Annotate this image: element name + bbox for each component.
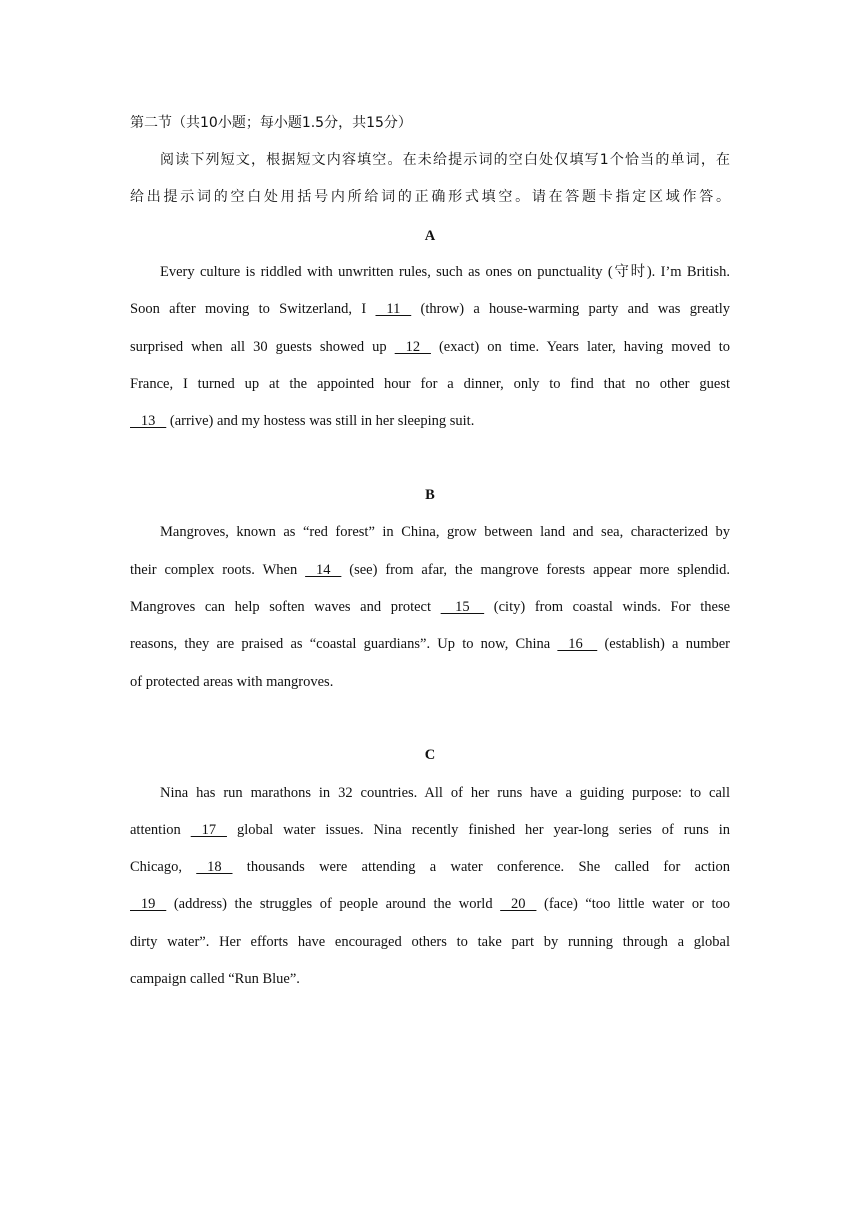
passage-a-line-5 bbox=[130, 411, 730, 431]
passage-b-line-3 bbox=[130, 597, 730, 617]
blank-12[interactable]: 12 bbox=[394, 339, 431, 355]
blank-14[interactable]: 14 bbox=[305, 562, 342, 578]
passage-b-text: their complex roots. When bbox=[130, 562, 298, 578]
passage-c-heading: C bbox=[424, 747, 436, 763]
passage-c-text: (address) the struggles of people around the world bbox=[173, 896, 493, 912]
passage-a-text: (throw) a house-warming party and was greatly bbox=[420, 301, 731, 317]
passage-a-text: (arrive) and my hostess was still in her sleeping suit. bbox=[169, 413, 475, 429]
passage-b-text: (establish) a number bbox=[604, 636, 730, 652]
passage-c-text: (face) “too little water or too bbox=[544, 896, 731, 912]
passage-c-text: global water issues. Nina recently finished her year-long series of runs in bbox=[236, 822, 730, 838]
passage-b-text: (city) from coastal winds. For these bbox=[493, 599, 731, 615]
blank-11[interactable]: 11 bbox=[375, 301, 412, 317]
passage-b-line-2 bbox=[130, 560, 730, 580]
instructions-line-2: 给出提示词的空白处用括号内所给词的正确形式填空。请在答题卡指定区域作答。 bbox=[130, 189, 730, 205]
blank-18[interactable]: 18 bbox=[196, 859, 233, 875]
blank-15[interactable]: 15 bbox=[440, 599, 485, 615]
blank-19[interactable]: 19 bbox=[130, 896, 167, 912]
passage-c-line-6: campaign called “Run Blue”. bbox=[130, 971, 300, 987]
passage-c-line-3 bbox=[130, 857, 730, 877]
blank-17[interactable]: 17 bbox=[190, 822, 227, 838]
passage-b-heading: B bbox=[425, 487, 435, 503]
passage-a-line-4: France, I turned up at the appointed hour for a dinner, only to find that no other guest bbox=[130, 376, 730, 392]
passage-c-text: Chicago, bbox=[130, 859, 182, 875]
passage-a-text: Soon after moving to Switzerland, I bbox=[130, 301, 367, 317]
passage-b-line-5: of protected areas with mangroves. bbox=[130, 674, 334, 690]
passage-b-line-4 bbox=[130, 634, 730, 654]
passage-b-line-1: Mangroves, known as “red forest” in China, grow between land and sea, characterized by bbox=[160, 524, 730, 540]
blank-16[interactable]: 16 bbox=[557, 636, 598, 652]
passage-b-text: Mangroves can help soften waves and protect bbox=[130, 599, 432, 615]
instructions-line-1: 阅读下列短文，根据短文内容填空。在未给提示词的空白处仅填写1个恰当的单词，在 bbox=[160, 152, 730, 168]
blank-13[interactable]: 13 bbox=[130, 413, 167, 429]
passage-a-line-3 bbox=[130, 337, 730, 357]
passage-a-line-1: Every culture is riddled with unwritten rules, such as ones on punctuality (守时). I’m British. bbox=[160, 264, 730, 280]
passage-c-line-2 bbox=[130, 820, 730, 840]
passage-a-text: surprised when all 30 guests showed up bbox=[130, 339, 387, 355]
passage-a-heading: A bbox=[424, 228, 436, 244]
passage-b-text: (see) from afar, the mangrove forests appear more splendid. bbox=[349, 562, 730, 578]
passage-c-text: attention bbox=[130, 822, 181, 838]
passage-c-text: thousands were attending a water conference. She called for action bbox=[246, 859, 731, 875]
passage-c-line-4 bbox=[130, 894, 730, 914]
passage-b-text: reasons, they are praised as “coastal guardians”. Up to now, China bbox=[130, 636, 551, 652]
section-title: 第二节（共10小题；每小题1.5分，共15分） bbox=[130, 115, 412, 131]
blank-20[interactable]: 20 bbox=[500, 896, 537, 912]
passage-c-line-1: Nina has run marathons in 32 countries. All of her runs have a guiding purpose: to call bbox=[160, 785, 730, 801]
passage-a-text: (exact) on time. Years later, having moved to bbox=[438, 339, 730, 355]
passage-c-line-5: dirty water”. Her efforts have encouraged others to take part by running through a global bbox=[130, 934, 730, 950]
passage-a-line-2 bbox=[130, 299, 730, 319]
